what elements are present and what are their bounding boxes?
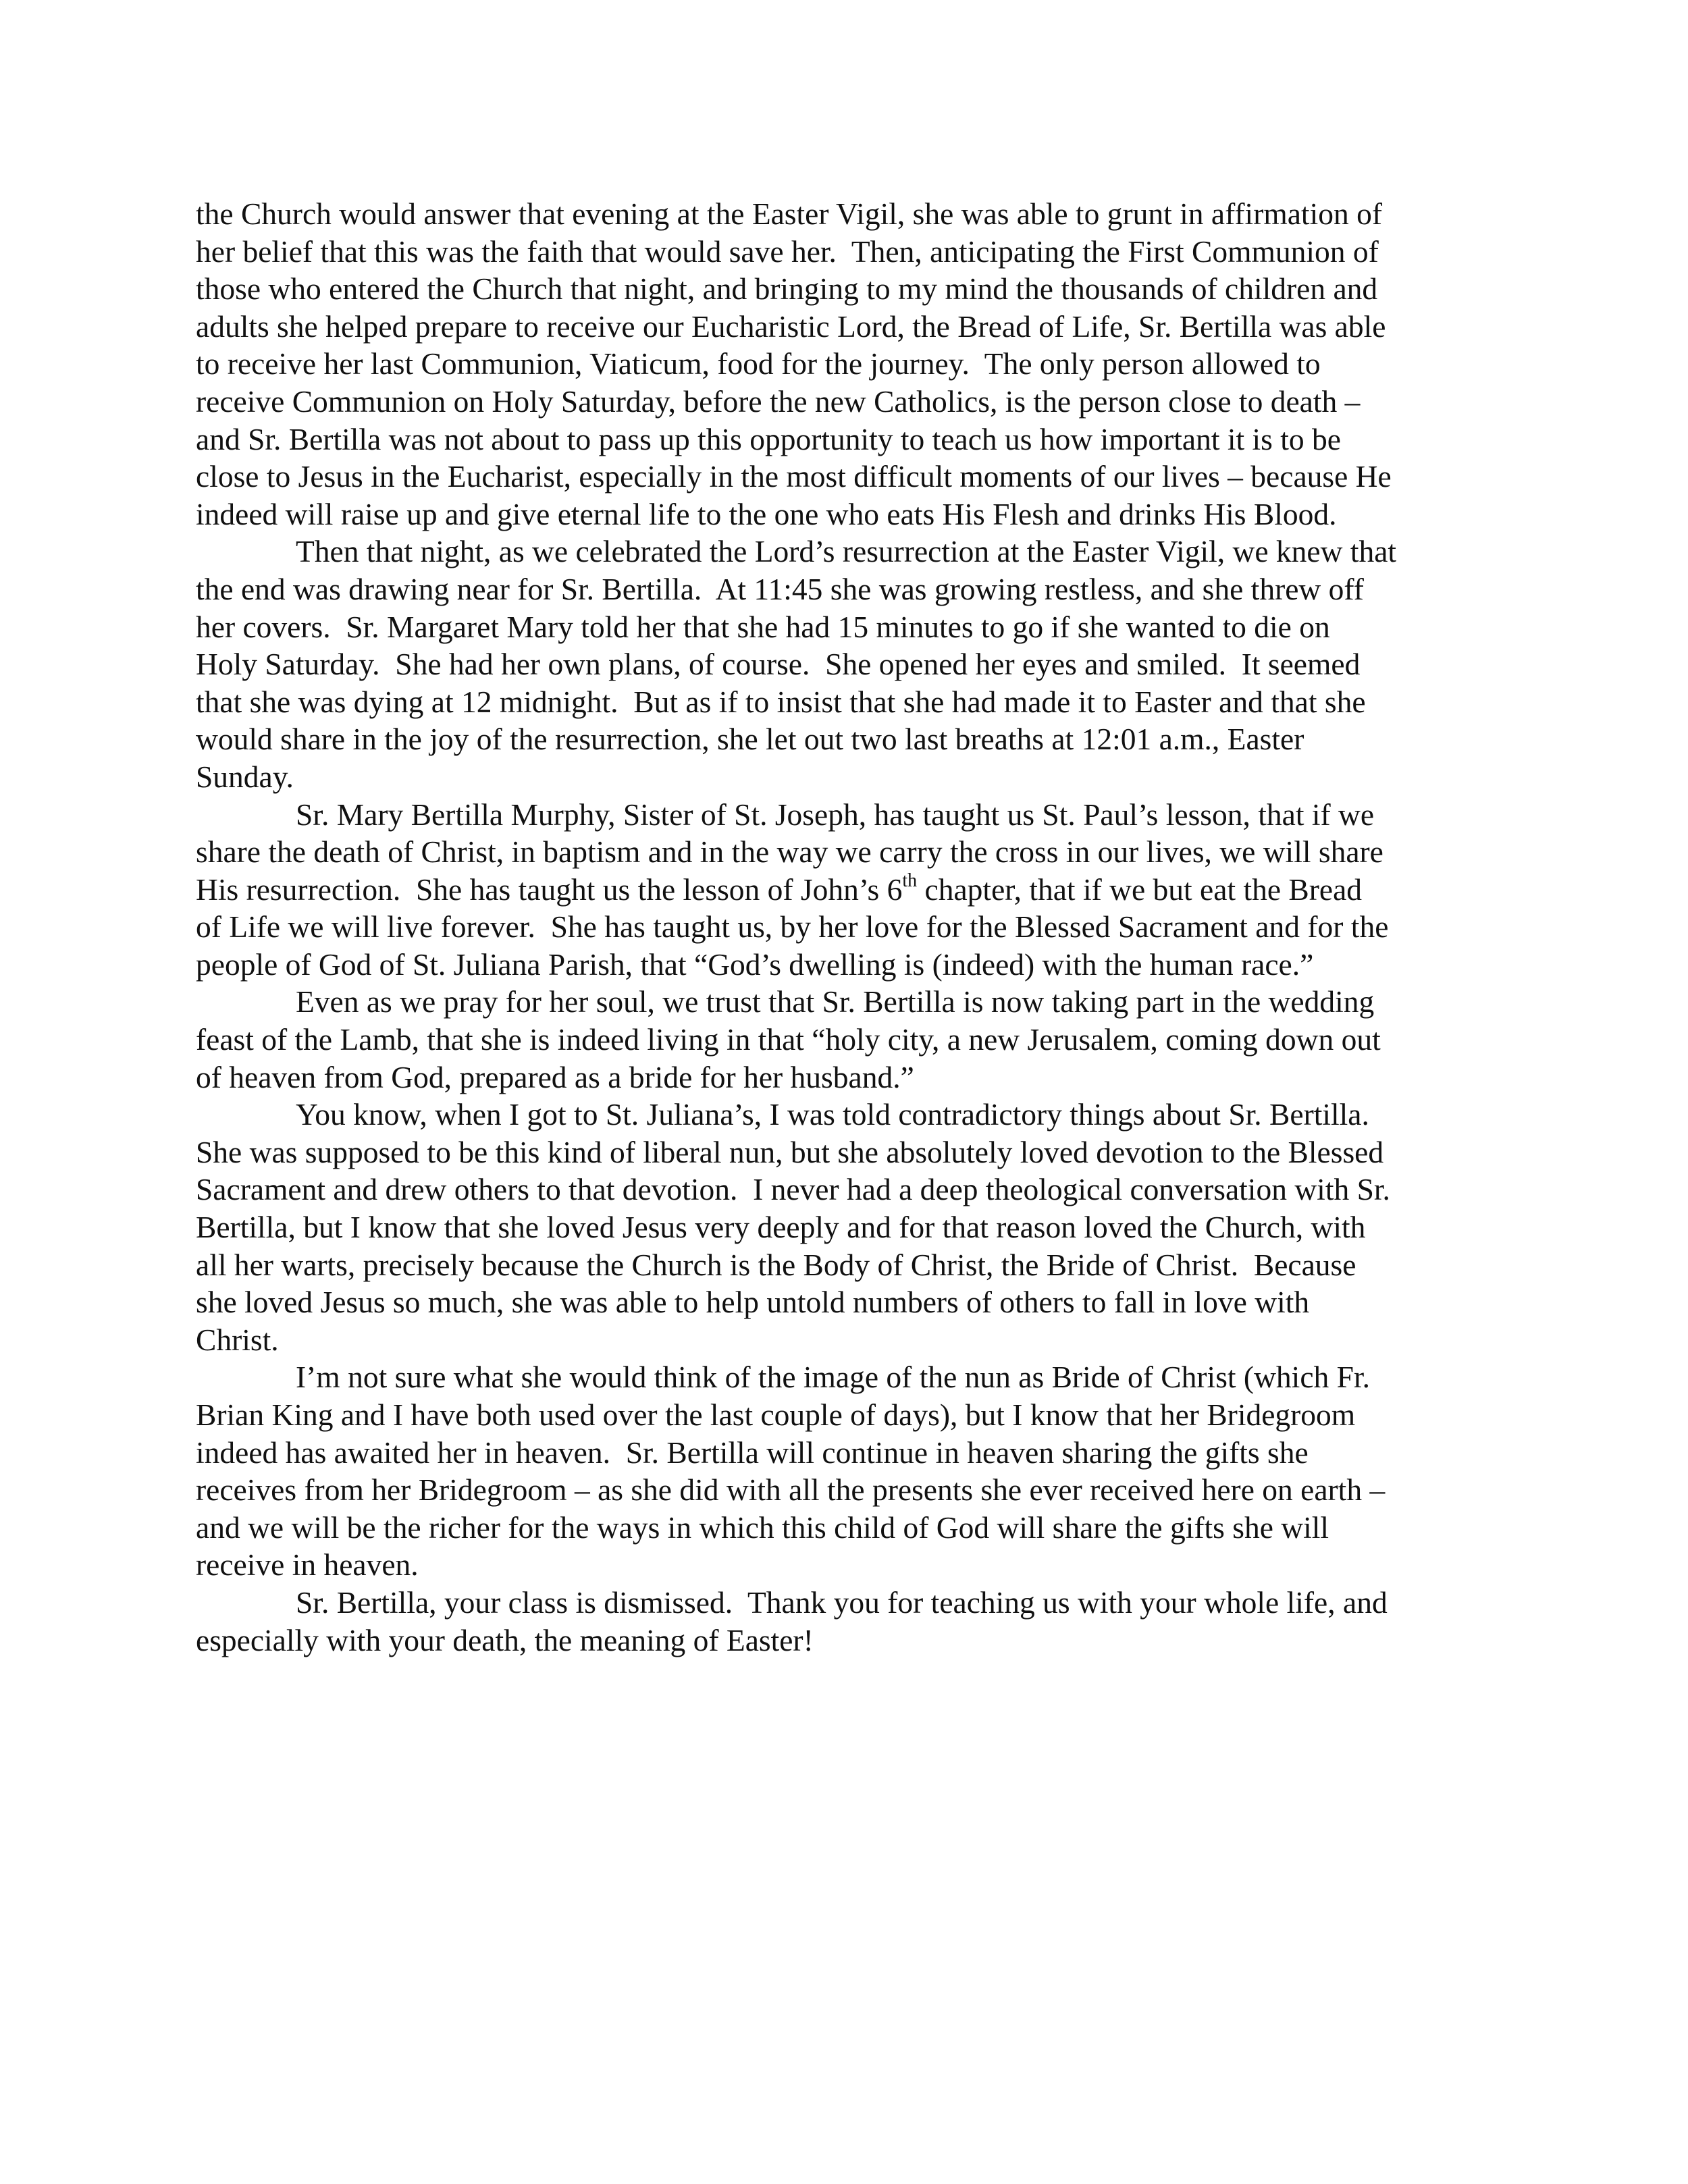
text-line: indeed will raise up and give eternal life to the one who eats His Flesh and drinks His Blood. (196, 496, 1337, 531)
text-line: Brian King and I have both used over the last couple of days), but I know that her Bridegroom (196, 1397, 1356, 1432)
paragraph-start-line: Sr. Mary Bertilla Murphy, Sister of St. Joseph, has taught us St. Paul’s lesson, that if we (296, 797, 1375, 832)
text-line: receives from her Bridegroom – as she did with all the presents she ever received here on earth – (196, 1472, 1386, 1508)
text-line: all her warts, precisely because the Church is the Body of Christ, the Bride of Christ. Because (196, 1247, 1356, 1282)
text-line: Sacrament and drew others to that devotion. I never had a deep theological conversation with Sr. (196, 1172, 1390, 1207)
text-line-with-superscript (196, 871, 1499, 909)
text-line: Sunday. (196, 759, 294, 794)
text-line: adults she helped prepare to receive our Eucharistic Lord, the Bread of Life, Sr. Bertilla was able (196, 309, 1386, 344)
text-segment: His resurrection. She has taught us the lesson of John’s 6 (196, 872, 903, 907)
text-line: the end was drawing near for Sr. Bertilla. At 11:45 she was growing restless, and she threw off (196, 571, 1364, 606)
text-line: Holy Saturday. She had her own plans, of course. She opened her eyes and smiled. It seemed (196, 647, 1361, 682)
text-line: Bertilla, but I know that she loved Jesus very deeply and for that reason loved the Church, with (196, 1210, 1366, 1245)
ordinal-superscript: th (902, 870, 918, 891)
text-line: feast of the Lamb, that she is indeed living in that “holy city, a new Jerusalem, coming down out (196, 1022, 1381, 1057)
text-line: the Church would answer that evening at the Easter Vigil, she was able to grunt in affirmation of (196, 196, 1382, 231)
text-line: her covers. Sr. Margaret Mary told her that she had 15 minutes to go if she wanted to die on (196, 609, 1330, 644)
text-segment: chapter, that if we but eat the Bread (917, 872, 1363, 907)
text-line: of heaven from God, prepared as a bride for her husband.” (196, 1059, 914, 1094)
text-line: would share in the joy of the resurrection, she let out two last breaths at 12:01 a.m., Easter (196, 722, 1304, 757)
text-line: receive in heaven. (196, 1547, 419, 1582)
text-line: those who entered the Church that night, and bringing to my mind the thousands of children and (196, 271, 1378, 307)
text-line: close to Jesus in the Eucharist, especially in the most difficult moments of our lives – because He (196, 459, 1392, 494)
paragraph-start-line: You know, when I got to St. Juliana’s, I was told contradictory things about Sr. Bertilla. (296, 1097, 1369, 1132)
text-line: her belief that this was the faith that would save her. Then, anticipating the First Communion of (196, 234, 1379, 269)
text-line: receive Communion on Holy Saturday, before the new Catholics, is the person close to death – (196, 383, 1361, 419)
text-line: Christ. (196, 1322, 279, 1357)
text-line: she loved Jesus so much, she was able to help untold numbers of others to fall in love with (196, 1285, 1310, 1320)
text-line: She was supposed to be this kind of liberal nun, but she absolutely loved devotion to the Blessed (196, 1134, 1384, 1169)
text-line: indeed has awaited her in heaven. Sr. Bertilla will continue in heaven sharing the gifts she (196, 1435, 1309, 1470)
text-line: especially with your death, the meaning of Easter! (196, 1622, 814, 1657)
body-text (196, 195, 1499, 1659)
text-line: and we will be the richer for the ways in which this child of God will share the gifts she will (196, 1510, 1329, 1545)
paragraph-start-line: Sr. Bertilla, your class is dismissed. Thank you for teaching us with your whole life, and (296, 1584, 1388, 1620)
text-line: share the death of Christ, in baptism and in the way we carry the cross in our lives, we will share (196, 834, 1383, 870)
text-line: of Life we will live forever. She has taught us, by her love for the Blessed Sacrament and for the (196, 909, 1389, 944)
text-line: people of God of St. Juliana Parish, that “God’s dwelling is (indeed) with the human race.” (196, 947, 1314, 982)
text-line: and Sr. Bertilla was not about to pass up this opportunity to teach us how important it is to be (196, 421, 1341, 456)
text-line: to receive her last Communion, Viaticum, food for the journey. The only person allowed to (196, 346, 1321, 381)
paragraph-start-line: Then that night, as we celebrated the Lord’s resurrection at the Easter Vigil, we knew that (296, 534, 1397, 569)
paragraph-start-line: I’m not sure what she would think of the image of the nun as Bride of Christ (which Fr. (296, 1360, 1370, 1395)
paragraph-start-line: Even as we pray for her soul, we trust that Sr. Bertilla is now taking part in the wedding (296, 984, 1375, 1019)
text-line: that she was dying at 12 midnight. But as if to insist that she had made it to Easter and that she (196, 684, 1366, 719)
